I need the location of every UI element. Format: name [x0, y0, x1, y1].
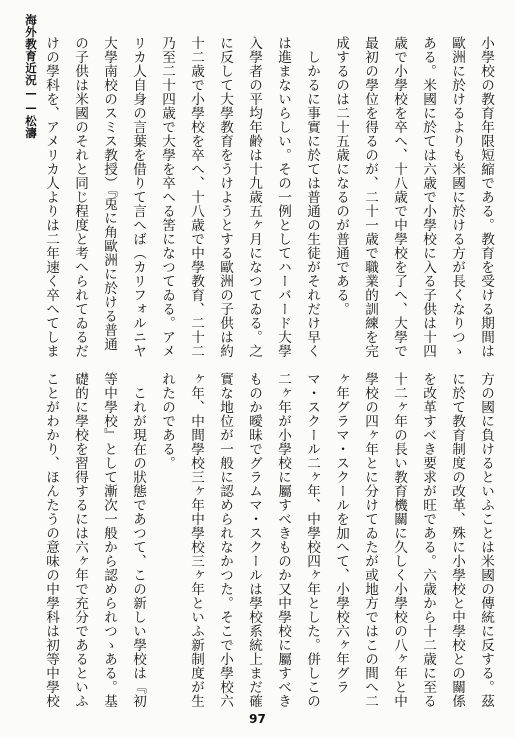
- page-number: 97: [249, 712, 266, 726]
- text-block-bottom: [40, 372, 500, 710]
- paragraph: 小學校の教育年限短縮である。教育を受ける期間は歐洲に於けるよりも米國に於ける方が長くなりつゝある。米國に於ては六歳で小學校に入る子供は十四歳で小學校を卒へ、十八歳で中學校を了へ、大學で最初の學位を得るのが、二十一歳で職業的訓練を完成するのは二十五歳になるのが普通である。: [333, 36, 494, 358]
- paragraph: これが現在の狀態であつて、この新しい學校は『初等中學校』として漸次一般から認められつゝある。基礎的に學校を習得するには六ヶ年で充分であるといふことがわかり、ほんたうの意味の中學科は初等中學校: [43, 372, 146, 708]
- paragraph: 方の國に負けるといふことは米國の傳統に反する。茲に於て教育制度の改革、殊に小學校と中學校との關係を改革すべき要求が旺である。六歳から十二歳に至る十二ヶ年の長い教育機關に久しく小學校の八ヶ年と中學校の四ヶ年とに分けてゐたが或地方ではこの間へ二ヶ年グラマ・スクールを加へて、小學校六ヶ年グラマ・スクール二ヶ年、中學校四ヶ年とした。併しこの二ヶ年が小學校に屬すべきものか又中學校に屬すべきものか曖昧でグラムマ・スクールは學校系統上まだ確實な地位が一般に認められなかつた。そこで小學校六ヶ年、中間學校三ヶ年中學校三ヶ年といふ新制度が生れたのである。: [159, 372, 494, 708]
- text-block-top: [40, 36, 500, 364]
- paragraph: しかるに事實に於ては普通の生徒がそれだけ早くは進まないらしい。その一例としてハーバード大學入學者の平均年齢は十九歳五ヶ月になつてゐる。之に反して大學教育をうけようとする歐洲の子供は約十二歳で小學校を卒へ、十八歳で中學教育、二十二乃至二十四歳で大學を卒へる筈になつてゐる。アメリカ人自身の言葉を借りて言へば（カリフォルニヤ大學南校のスミス教授）『兎に角歐洲に於ける普通の子供は米國のそれと同じ程度と考へられてゐるだけの學科を、アメリカ人よりは二年速く卒へてしま: [43, 36, 320, 358]
- running-title: 海外教育近況——松濤: [24, 14, 38, 139]
